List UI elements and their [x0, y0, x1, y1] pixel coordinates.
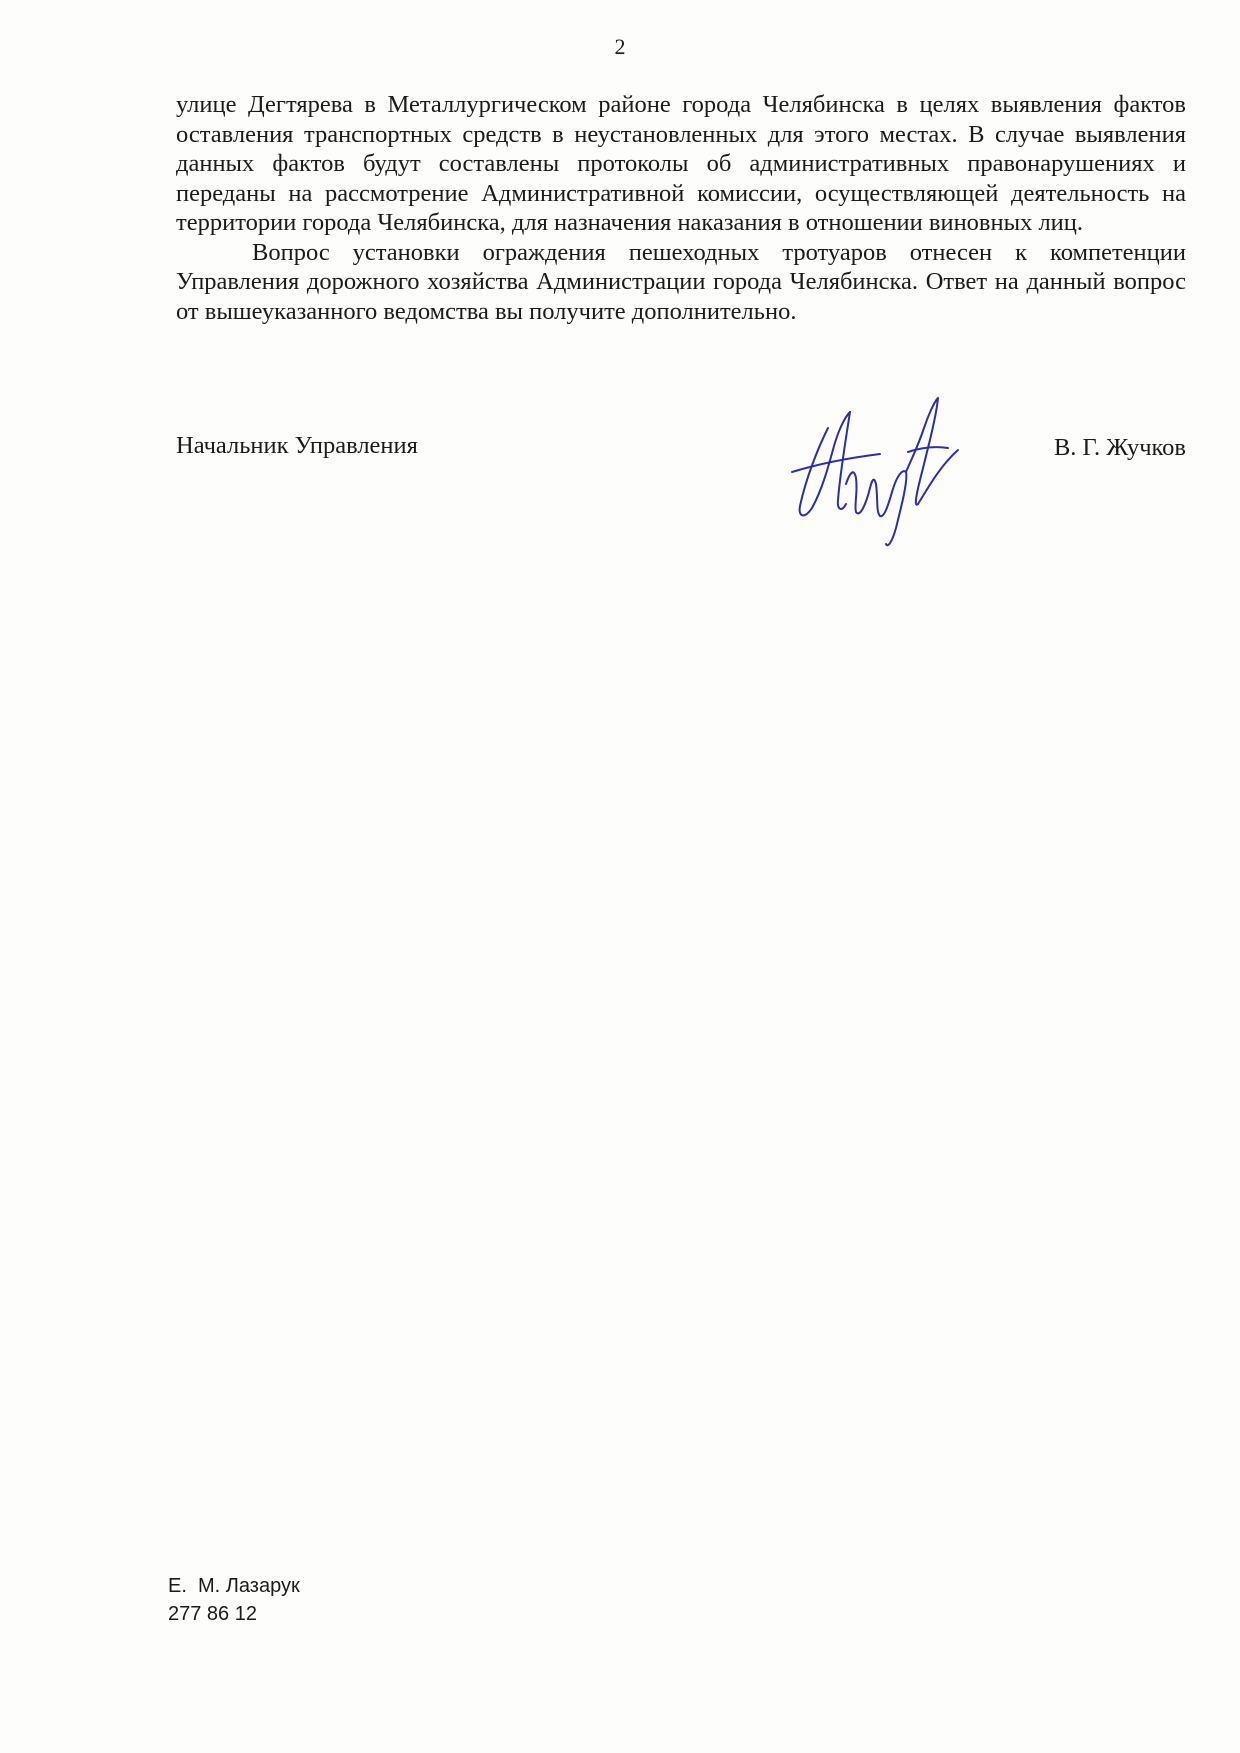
signature-block: [176, 432, 1186, 472]
handwritten-signature: [788, 388, 978, 548]
executor-phone: 277 86 12: [168, 1603, 257, 1625]
executor-name: Е. М. Лазарук: [168, 1575, 300, 1597]
page-number: 2: [614, 34, 626, 59]
paragraph-continuation: улице Дегтярева в Металлургическом районе города Челябинска в целях выявления фактов оставления транспортных средств в неустановленных для этого местах. В случае выявления данных фактов будут составлены протоколы об административных правонарушениях и переданы на рассмотрение Административной комиссии, осуществляющей деятельность на территории города Челябинска, для назначения наказания в отношении виновных лиц.: [176, 91, 1186, 236]
paragraph-fencing-question: Вопрос установки ограждения пешеходных тротуаров отнесен к компетенции Управления дорожного хозяйства Администрации города Челябинска. Ответ на данный вопрос от вышеуказанного ведомства вы получите дополнительно.: [176, 238, 1186, 325]
letter-body: [176, 90, 1186, 326]
executor-info: [168, 1572, 300, 1628]
signer-name: В. Г. Жучков: [1053, 434, 1186, 461]
signer-position: Начальник Управления: [176, 432, 418, 459]
